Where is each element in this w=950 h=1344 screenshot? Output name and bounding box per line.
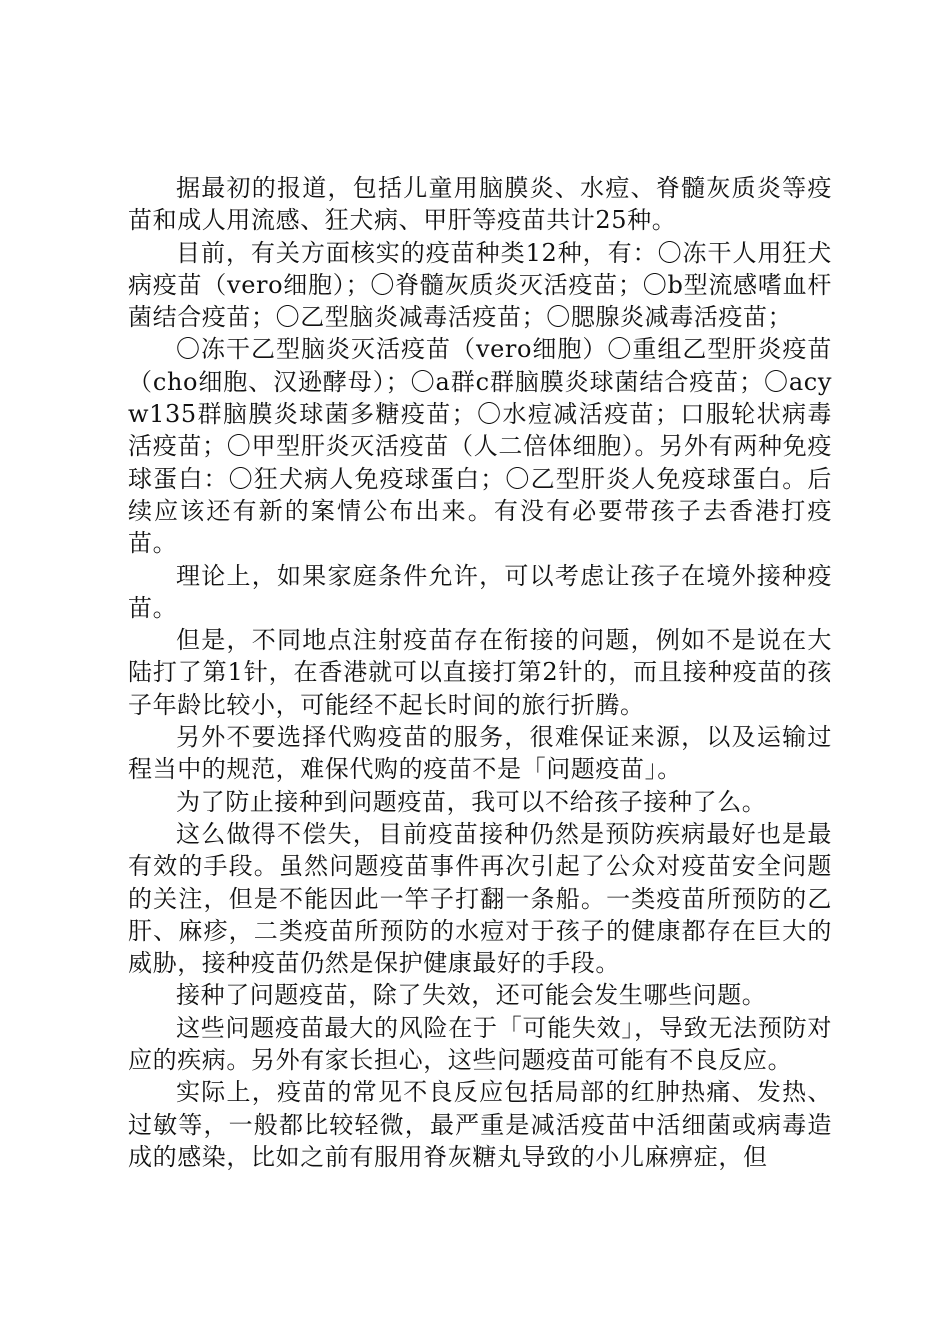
paragraph-10: 这些问题疫苗最大的风险在于「可能失效」，导致无法预防对应的疾病。另外有家长担心，这些问题疫苗可能有不良反应。	[128, 1013, 832, 1075]
paragraph-4: 理论上，如果家庭条件允许，可以考虑让孩子在境外接种疫苗。	[128, 561, 832, 622]
paragraph-9: 接种了问题疫苗，除了失效，还可能会发生哪些问题。	[176, 981, 767, 1010]
document-body	[128, 172, 832, 1173]
paragraph-11: 实际上，疫苗的常见不良反应包括局部的红肿热痛、发热、过敏等，一般都比较轻微，最严重是减活疫苗中活细菌或病毒造成的感染，比如之前有服用脊灰糖丸导致的小儿麻痹症，但	[128, 1078, 832, 1171]
paragraph-8: 这么做得不偿失，目前疫苗接种仍然是预防疾病最好也是最有效的手段。虽然问题疫苗事件再次引起了公众对疫苗安全问题的关注，但是不能因此一竿子打翻一条船。一类疫苗所预防的乙肝、麻疹，二类疫苗所预防的水痘对于孩子的健康都存在巨大的威胁，接种疫苗仍然是保护健康最好的手段。	[128, 819, 832, 978]
paragraph-2: 目前，有关方面核实的疫苗种类12种，有：〇冻干人用狂犬病疫苗（vero细胞）；〇脊髓灰质炎灭活疫苗；〇b型流感嗜血杆菌结合疫苗；〇乙型脑炎减毒活疫苗；〇腮腺炎减毒活疫苗；	[128, 238, 832, 332]
paragraph-3: 〇冻干乙型脑炎灭活疫苗（vero细胞）〇重组乙型肝炎疫苗（cho细胞、汉逊酵母）；〇a群c群脑膜炎球菌结合疫苗；〇acyw135群脑膜炎球菌多糖疫苗；〇水痘减活疫苗；口服轮状病毒活疫苗；〇甲型肝炎灭活疫苗（人二倍体细胞）。另外有两种免疫球蛋白：〇狂犬病人免疫球蛋白；〇乙型肝炎人免疫球蛋白。后续应该还有新的案情公布出来。有没有必要带孩子去香港打疫苗。	[128, 335, 832, 558]
paragraph-7: 为了防止接种到问题疫苗，我可以不给孩子接种了么。	[176, 787, 767, 816]
paragraph-6: 另外不要选择代购疫苗的服务，很难保证来源，以及运输过程当中的规范，难保代购的疫苗不是「问题疫苗」。	[128, 723, 832, 784]
paragraph-1: 据最初的报道，包括儿童用脑膜炎、水痘、脊髓灰质炎等疫苗和成人用流感、狂犬病、甲肝等疫苗共计25种。	[128, 174, 832, 235]
paragraph-5: 但是，不同地点注射疫苗存在衔接的问题，例如不是说在大陆打了第1针，在香港就可以直接打第2针的，而且接种疫苗的孩子年龄比较小，可能经不起长时间的旅行折腾。	[128, 626, 832, 719]
